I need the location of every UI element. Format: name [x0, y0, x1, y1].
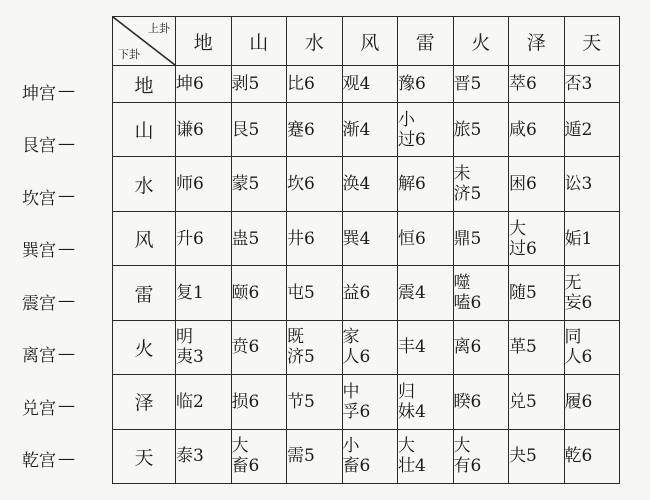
hexagram-cell	[231, 375, 287, 429]
hexagram-cell	[287, 320, 343, 374]
hexagram-text: 嗑6	[453, 293, 482, 313]
hexagram-text: 兑5	[509, 391, 537, 412]
palace-dash: —	[58, 133, 74, 154]
hexagram-text: 谦6	[176, 119, 204, 140]
palace-name: 震宫	[22, 293, 56, 314]
hexagram-text: 有6	[453, 456, 482, 477]
hexagram-text: 解6	[398, 174, 426, 195]
hexagram-cell	[342, 320, 398, 374]
hexagram-cell	[176, 320, 232, 374]
hexagram-text: 比6	[287, 74, 315, 95]
row-header: 火	[113, 320, 176, 374]
row-header: 地	[113, 66, 176, 103]
hexagram-cell	[342, 375, 398, 429]
hexagram-text: 畜6	[231, 456, 260, 477]
hexagram-cell	[287, 429, 343, 483]
hexagram-cell	[176, 103, 232, 157]
hexagram-text: 家	[342, 327, 360, 348]
hexagram-cell	[509, 157, 565, 211]
hexagram-cell	[509, 429, 565, 483]
palace-name: 艮宫	[22, 136, 56, 157]
table-row	[113, 211, 620, 265]
hexagram-text: 妹4	[398, 401, 426, 422]
hexagram-text: 孚6	[342, 401, 371, 422]
hexagram-cell	[564, 103, 620, 157]
palace-label	[22, 65, 110, 118]
hexagram-cell	[342, 266, 398, 320]
table-row	[113, 429, 620, 483]
palace-label	[22, 170, 110, 223]
palace-name: 兑宫	[22, 398, 56, 419]
hexagram-cell	[453, 211, 509, 265]
hexagram-text: 人6	[342, 347, 371, 368]
palace-dash: —	[58, 448, 74, 469]
hexagram-text: 妄6	[564, 293, 593, 313]
table-row	[113, 103, 620, 157]
hexagram-text: 乾6	[564, 446, 593, 467]
palace-name: 离宫	[22, 346, 56, 367]
hexagram-text: 遁2	[564, 119, 593, 140]
lower-trigram-label: 下卦	[118, 48, 140, 61]
hexagram-text: 姤1	[564, 228, 593, 249]
hexagram-text: 困6	[509, 174, 537, 195]
hexagram-cell	[509, 266, 565, 320]
hexagram-text: 同	[564, 327, 582, 348]
hexagram-table	[112, 16, 620, 484]
hexagram-cell	[453, 320, 509, 374]
hexagram-text: 夬5	[509, 446, 537, 467]
hexagram-text: 随5	[509, 282, 537, 303]
hexagram-text: 过6	[398, 129, 426, 150]
hexagram-text: 离6	[453, 337, 482, 358]
row-header: 风	[113, 211, 176, 265]
palace-dash: —	[58, 291, 74, 312]
palace-dash: —	[58, 343, 74, 364]
hexagram-text: 泰3	[176, 446, 204, 467]
hexagram-cell	[398, 429, 454, 483]
hexagram-text: 济5	[453, 184, 482, 205]
hexagram-text: 小	[342, 436, 360, 457]
hexagram-cell	[287, 157, 343, 211]
hexagram-cell	[342, 211, 398, 265]
hexagram-cell	[453, 429, 509, 483]
hexagram-text: 萃6	[509, 74, 537, 95]
hexagram-cell	[398, 266, 454, 320]
column-header: 火	[453, 17, 509, 66]
hexagram-text: 既	[287, 327, 304, 348]
hexagram-cell	[231, 320, 287, 374]
hexagram-cell	[564, 429, 620, 483]
hexagram-text: 无	[564, 272, 582, 293]
hexagram-cell	[176, 66, 232, 103]
hexagram-cell	[176, 266, 232, 320]
palace-labels	[22, 65, 110, 485]
hexagram-cell	[398, 66, 454, 103]
hexagram-cell	[342, 103, 398, 157]
hexagram-text: 履6	[564, 391, 593, 412]
table-row	[113, 66, 620, 103]
hexagram-cell	[453, 66, 509, 103]
hexagram-text: 坎6	[287, 174, 315, 195]
hexagram-cell	[398, 103, 454, 157]
palace-label	[22, 223, 110, 276]
hexagram-text: 益6	[342, 282, 371, 303]
hexagram-cell	[453, 266, 509, 320]
palace-name: 坤宫	[22, 83, 56, 104]
hexagram-text: 鼎5	[453, 228, 482, 249]
palace-dash: —	[58, 396, 74, 417]
hexagram-cell	[564, 211, 620, 265]
hexagram-cell	[564, 266, 620, 320]
hexagram-text: 壮4	[398, 456, 426, 477]
header-row	[113, 17, 620, 66]
hexagram-text: 明	[176, 327, 193, 348]
hexagram-text: 师6	[176, 174, 204, 195]
palace-label	[22, 380, 110, 433]
hexagram-text: 畜6	[342, 456, 371, 477]
hexagram-text: 大	[231, 436, 249, 457]
hexagram-text: 噬	[453, 272, 471, 293]
hexagram-cell	[287, 66, 343, 103]
column-header: 风	[342, 17, 398, 66]
hexagram-text: 观4	[342, 74, 371, 95]
hexagram-cell	[453, 157, 509, 211]
hexagram-text: 艮5	[231, 119, 260, 140]
hexagram-text: 讼3	[564, 174, 593, 195]
table-row	[113, 157, 620, 211]
palace-name: 坎宫	[22, 188, 56, 209]
hexagram-text: 井6	[287, 228, 315, 249]
hexagram-cell	[176, 429, 232, 483]
hexagram-cell	[509, 375, 565, 429]
hexagram-text: 剥5	[231, 74, 260, 95]
hexagram-cell	[176, 211, 232, 265]
hexagram-text: 恒6	[398, 228, 426, 249]
hexagram-text: 大	[453, 436, 471, 457]
hexagram-text: 中	[342, 381, 360, 402]
hexagram-text: 否3	[564, 74, 593, 95]
hexagram-cell	[231, 266, 287, 320]
hexagram-text: 丰4	[398, 337, 426, 358]
palace-label	[22, 433, 110, 486]
hexagram-text: 震4	[398, 282, 426, 303]
hexagram-text: 归	[398, 381, 415, 402]
hexagram-cell	[453, 375, 509, 429]
hexagram-cell	[564, 66, 620, 103]
hexagram-cell	[453, 103, 509, 157]
hexagram-text: 蛊5	[231, 228, 260, 249]
hexagram-cell	[509, 320, 565, 374]
hexagram-text: 损6	[231, 391, 260, 412]
hexagram-text: 临2	[176, 391, 204, 412]
hexagram-text: 蹇6	[287, 119, 315, 140]
column-header: 水	[287, 17, 343, 66]
row-header: 泽	[113, 375, 176, 429]
hexagram-cell	[509, 103, 565, 157]
hexagram-text: 旅5	[453, 119, 482, 140]
hexagram-text: 大	[509, 218, 526, 239]
hexagram-cell	[231, 429, 287, 483]
palace-label	[22, 328, 110, 381]
row-header: 天	[113, 429, 176, 483]
palace-name: 乾宫	[22, 451, 56, 472]
hexagram-cell	[398, 211, 454, 265]
palace-dash: —	[58, 186, 74, 207]
palace-label	[22, 118, 110, 171]
hexagram-text: 豫6	[398, 74, 426, 95]
hexagram-cell	[231, 103, 287, 157]
hexagram-text: 涣4	[342, 174, 371, 195]
hexagram-cell	[287, 103, 343, 157]
hexagram-text: 晋5	[453, 74, 482, 95]
hexagram-text: 巽4	[342, 228, 371, 249]
hexagram-text: 过6	[509, 238, 537, 259]
column-header: 地	[176, 17, 232, 66]
row-header: 雷	[113, 266, 176, 320]
hexagram-text: 革5	[509, 337, 537, 358]
column-header: 天	[564, 17, 620, 66]
hexagram-cell	[287, 266, 343, 320]
hexagram-text: 需5	[287, 446, 315, 467]
hexagram-cell	[398, 375, 454, 429]
hexagram-cell	[564, 157, 620, 211]
row-header: 山	[113, 103, 176, 157]
column-header: 雷	[398, 17, 454, 66]
hexagram-cell	[176, 375, 232, 429]
palace-label	[22, 275, 110, 328]
table-row	[113, 266, 620, 320]
hexagram-cell	[398, 320, 454, 374]
hexagram-text: 睽6	[453, 391, 482, 412]
hexagram-cell	[287, 211, 343, 265]
column-header: 山	[231, 17, 287, 66]
hexagram-text: 坤6	[176, 74, 204, 95]
hexagram-text: 屯5	[287, 282, 315, 303]
hexagram-cell	[564, 320, 620, 374]
table-body	[113, 66, 620, 484]
hexagram-text: 升6	[176, 228, 204, 249]
hexagram-text: 复1	[176, 282, 204, 303]
table-row	[113, 375, 620, 429]
palace-dash: —	[58, 238, 74, 259]
hexagram-cell	[231, 211, 287, 265]
corner-cell	[113, 17, 176, 66]
hexagram-text: 小	[398, 109, 415, 130]
row-header: 水	[113, 157, 176, 211]
hexagram-text: 颐6	[231, 282, 260, 303]
hexagram-text: 济5	[287, 347, 315, 368]
hexagram-cell	[509, 66, 565, 103]
palace-name: 巽宫	[22, 241, 56, 262]
column-header: 泽	[509, 17, 565, 66]
hexagram-cell	[342, 157, 398, 211]
hexagram-cell	[564, 375, 620, 429]
hexagram-cell	[509, 211, 565, 265]
hexagram-text: 节5	[287, 391, 315, 412]
hexagram-cell	[287, 375, 343, 429]
hexagram-text: 贲6	[231, 337, 260, 358]
hexagram-cell	[342, 429, 398, 483]
hexagram-text: 人6	[564, 347, 593, 368]
hexagram-cell	[342, 66, 398, 103]
table-row	[113, 320, 620, 374]
hexagram-text: 蒙5	[231, 174, 260, 195]
upper-trigram-label: 上卦	[148, 22, 170, 35]
hexagram-text: 夷3	[176, 347, 204, 368]
hexagram-cell	[231, 66, 287, 103]
hexagram-cell	[398, 157, 454, 211]
hexagram-cell	[176, 157, 232, 211]
hexagram-cell	[231, 157, 287, 211]
hexagram-text: 大	[398, 436, 415, 457]
hexagram-text: 渐4	[342, 119, 371, 140]
hexagram-text: 咸6	[509, 119, 537, 140]
hexagram-text: 未	[453, 164, 471, 185]
palace-dash: —	[58, 81, 74, 102]
